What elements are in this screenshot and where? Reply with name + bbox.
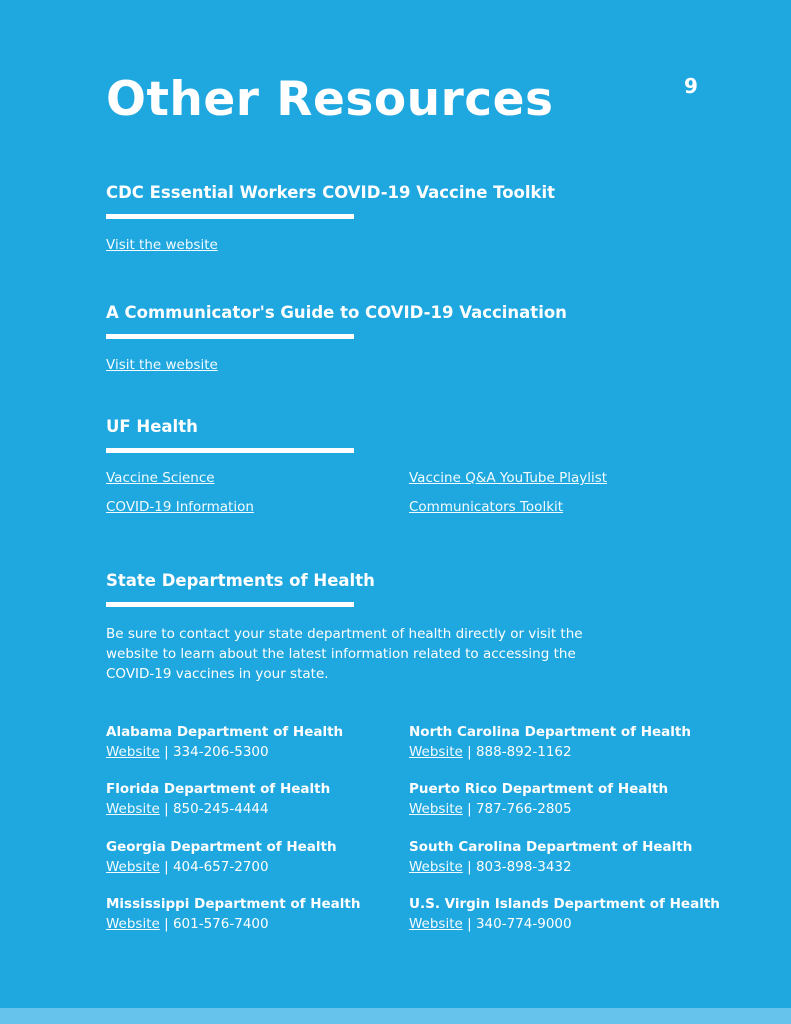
- department-website-link[interactable]: Website: [106, 744, 160, 760]
- department-phone: | 787-766-2805: [462, 801, 572, 817]
- youtube-playlist-link[interactable]: Vaccine Q&A YouTube Playlist: [409, 470, 608, 486]
- department-phone: | 850-245-4444: [159, 801, 269, 817]
- covid-info-link[interactable]: COVID-19 Information: [106, 499, 254, 515]
- department-phone: | 340-774-9000: [462, 916, 572, 932]
- divider: [106, 214, 354, 219]
- department-website-link[interactable]: Website: [409, 744, 463, 760]
- cdc-heading: CDC Essential Workers COVID-19 Vaccine Toolkit: [106, 183, 556, 202]
- department-phone: | 601-576-7400: [159, 916, 269, 932]
- divider: [106, 334, 354, 339]
- divider: [106, 602, 354, 607]
- communicators-toolkit-link[interactable]: Communicators Toolkit: [409, 499, 564, 515]
- department-website-link[interactable]: Website: [409, 859, 463, 875]
- state-department: [106, 894, 360, 934]
- department-website-link[interactable]: Website: [106, 916, 160, 932]
- state-heading: State Departments of Health: [106, 571, 375, 590]
- department-website-link[interactable]: Website: [409, 801, 463, 817]
- state-department: [409, 837, 692, 877]
- page-title: Other Resources: [106, 72, 554, 127]
- uf-heading: UF Health: [106, 417, 198, 436]
- department-phone: | 404-657-2700: [159, 859, 269, 875]
- department-website-link[interactable]: Website: [409, 916, 463, 932]
- department-phone: | 888-892-1162: [462, 744, 572, 760]
- state-intro: Be sure to contact your state department of health directly or visit the website to learn about the latest information related to accessing the COVID-19 vaccines in your state.: [106, 626, 583, 682]
- divider: [106, 448, 354, 453]
- department-website-link[interactable]: Website: [106, 801, 160, 817]
- state-department: [106, 779, 330, 819]
- department-name: Georgia Department of Health: [106, 839, 337, 855]
- department-name: Puerto Rico Department of Health: [409, 781, 669, 797]
- department-name: Mississippi Department of Health: [106, 896, 361, 912]
- department-phone: | 334-206-5300: [159, 744, 269, 760]
- state-department: [409, 722, 691, 762]
- department-name: Florida Department of Health: [106, 781, 331, 797]
- state-department: [106, 837, 337, 877]
- cdc-website-link[interactable]: Visit the website: [106, 237, 218, 253]
- state-department: [106, 722, 343, 762]
- department-name: North Carolina Department of Health: [409, 724, 691, 740]
- footer-bar: [0, 1008, 791, 1024]
- department-name: South Carolina Department of Health: [409, 839, 693, 855]
- state-department: [409, 894, 720, 934]
- department-name: Alabama Department of Health: [106, 724, 344, 740]
- page-number: 9: [684, 74, 698, 98]
- guide-website-link[interactable]: Visit the website: [106, 357, 218, 373]
- department-name: U.S. Virgin Islands Department of Health: [409, 896, 720, 912]
- department-phone: | 803-898-3432: [462, 859, 572, 875]
- department-website-link[interactable]: Website: [106, 859, 160, 875]
- state-department: [409, 779, 668, 819]
- guide-heading: A Communicator's Guide to COVID-19 Vaccination: [106, 303, 567, 322]
- vaccine-science-link[interactable]: Vaccine Science: [106, 470, 215, 486]
